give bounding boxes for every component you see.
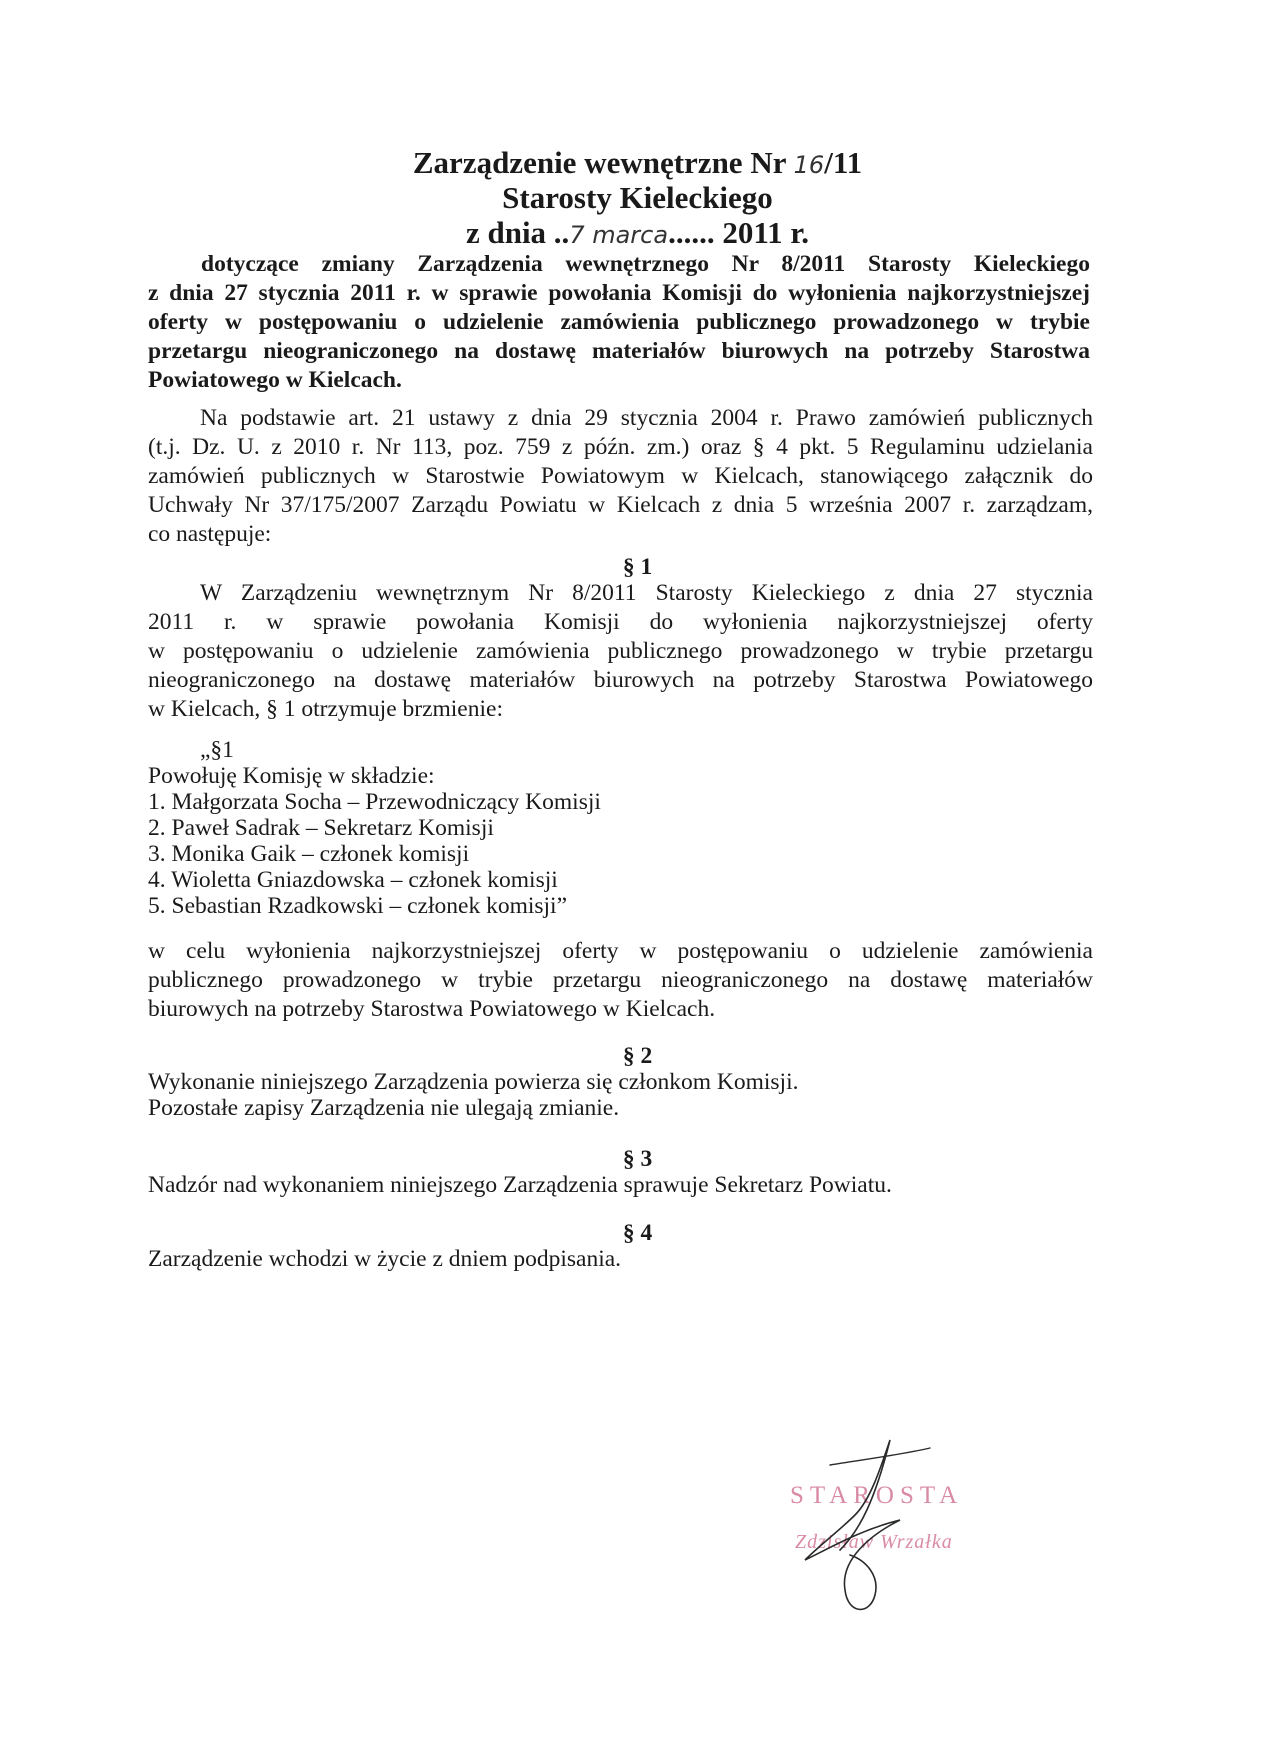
purpose-paragraph: w celu wyłonienia najkorzystniejszej oferty w postępowaniu o udzielenie zamówienia publicznego prowadzonego w trybie przetargu nieograniczonego na dostawę materiałów biurowych na potrzeby Starostwa Powiatowego w Kielcach. bbox=[148, 938, 1093, 1022]
stamp-title: STAROSTA bbox=[790, 1482, 964, 1509]
section-4-heading: § 4 bbox=[622, 1220, 653, 1246]
committee-member: 5. Sebastian Rzadkowski – członek komisji” bbox=[148, 893, 568, 919]
document-title: Zarządzenie wewnętrzne Nr 16/11 bbox=[412, 145, 863, 180]
document-date: z dnia ..7 marca...... 2011 r. bbox=[465, 215, 810, 250]
stamp-name: Zdzisław Wrzałka bbox=[795, 1531, 953, 1553]
section-3-text: Nadzór nad wykonaniem niniejszego Zarządzenia sprawuje Sekretarz Powiatu. bbox=[148, 1172, 892, 1198]
section-4-text: Zarządzenie wchodzi w życie z dniem podpisania. bbox=[148, 1246, 622, 1272]
handwritten-date: 7 marca bbox=[569, 221, 669, 249]
committee-member: 2. Paweł Sadrak – Sekretarz Komisji bbox=[148, 815, 494, 841]
committee-intro: Powołuję Komisję w składzie: bbox=[148, 763, 435, 789]
handwritten-number: 16 bbox=[793, 151, 825, 179]
subject-paragraph: dotyczące zmiany Zarządzenia wewnętrznego Nr 8/2011 Starosty Kieleckiego z dnia 27 stycznia 2011 r. w sprawie powołania Komisji do wyłonienia najkorzystniejszej oferty w postępowaniu o udzielenie zamówienia publicznego prowadzonego w trybie przetargu nieograniczonego na dostawę materiałów biurowych na potrzeby Starostwa Powiatowego w Kielcach. bbox=[148, 251, 1090, 393]
section-2-heading: § 2 bbox=[622, 1043, 653, 1069]
committee-member: 1. Małgorzata Socha – Przewodniczący Komisji bbox=[148, 789, 601, 815]
signature bbox=[800, 1430, 940, 1630]
section-2-line: Wykonanie niniejszego Zarządzenia powierza się członkom Komisji. bbox=[148, 1069, 799, 1095]
quoted-section-heading: „§1 bbox=[200, 737, 234, 763]
section-3-heading: § 3 bbox=[622, 1146, 653, 1172]
document-issuer: Starosty Kieleckiego bbox=[502, 180, 773, 215]
legal-basis-paragraph: Na podstawie art. 21 ustawy z dnia 29 stycznia 2004 r. Prawo zamówień publicznych (t.j. Dz. U. z 2010 r. Nr 113, poz. 759 z późn. zm.) oraz § 4 pkt. 5 Regulaminu udzielania zamówień publicznych w Starostwie Powiatowym w Kielcach, stanowiącego załącznik do Uchwały Nr 37/175/2007 Zarządu Powiatu w Kielcach z dnia 5 września 2007 r. zarządzam, co następuje: bbox=[148, 405, 1093, 547]
committee-member: 4. Wioletta Gniazdowska – członek komisji bbox=[148, 867, 558, 893]
section-2-line: Pozostałe zapisy Zarządzenia nie ulegają zmianie. bbox=[148, 1095, 620, 1121]
section-1-text: W Zarządzeniu wewnętrznym Nr 8/2011 Starosty Kieleckiego z dnia 27 stycznia 2011 r. w sprawie powołania Komisji do wyłonienia najkorzystniejszej oferty w postępowaniu o udzielenie zamówienia publicznego prowadzonego w trybie przetargu nieograniczonego na dostawę materiałów biurowych na potrzeby Starostwa Powiatowego w Kielcach, § 1 otrzymuje brzmienie: bbox=[148, 580, 1093, 722]
committee-member: 3. Monika Gaik – członek komisji bbox=[148, 841, 470, 867]
section-1-heading: § 1 bbox=[622, 554, 653, 580]
